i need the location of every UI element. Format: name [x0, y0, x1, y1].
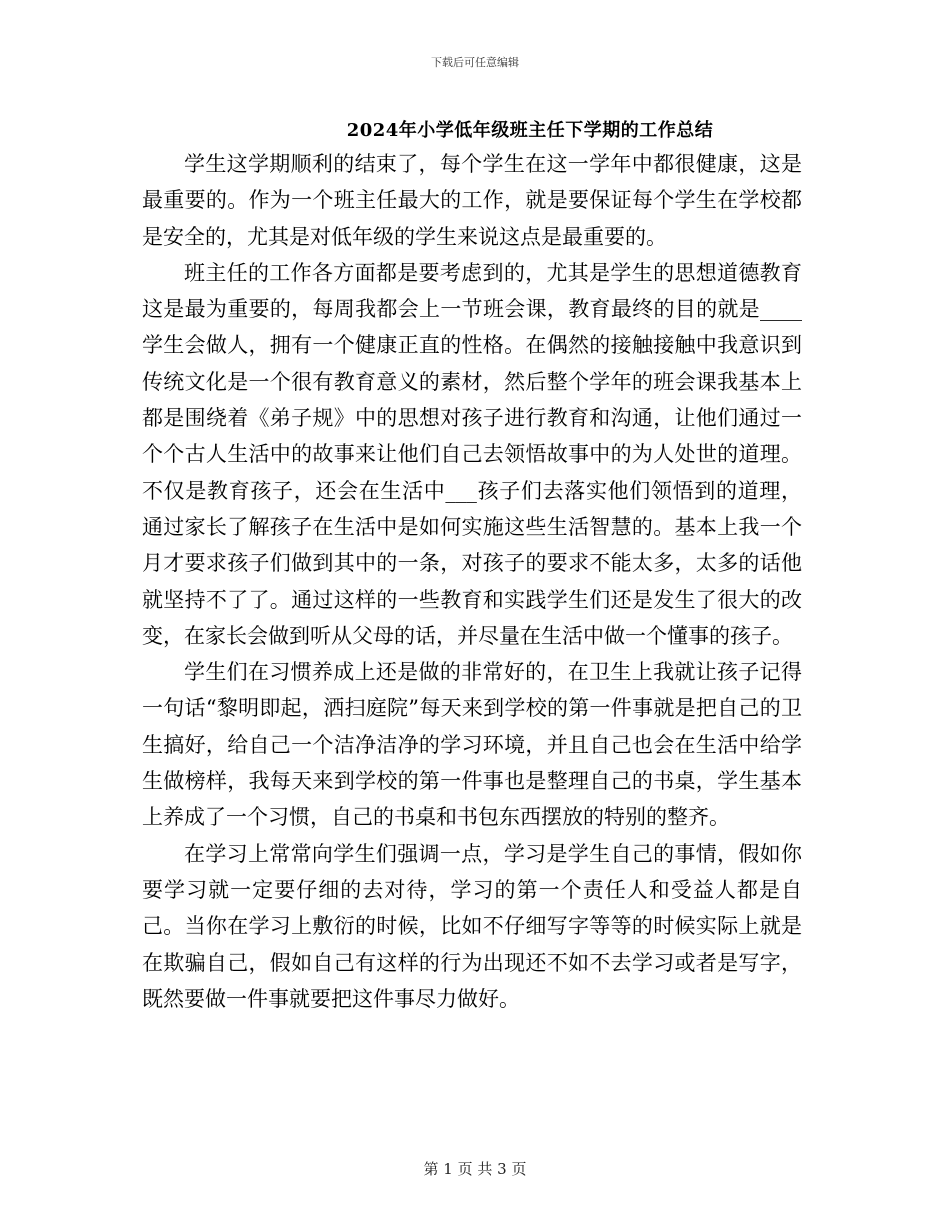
- paragraph-3: 学生们在习惯养成上还是做的非常好的，在卫生上我就让孩子记得一句话“黎明即起，洒扫庭院”每天来到学校的第一件事就是把自己的卫生搞好，给自己一个洁净洁净的学习环境，并且自己也会在生活中给学生做榜样，我每天来到学校的第一件事也是整理自己的书桌，学生基本上养成了一个习惯，自己的书桌和书包东西摆放的特别的整齐。: [142, 660, 802, 830]
- document-body: [142, 146, 802, 1017]
- paragraph-2: 班主任的工作各方面都是要考虑到的，尤其是学生的思想道德教育这是最为重要的，每周我都会上一节班会课，教育最终的目的就是____学生会做人，拥有一个健康正直的性格。在偶然的接触接触中我意识到传统文化是一个很有教育意义的素材，然后整个学年的班会课我基本上都是围绕着《弟子规》中的思想对孩子进行教育和沟通，让他们通过一个个古人生活中的故事来让他们自己去领悟故事中的为人处世的道理。不仅是教育孩子，还会在生活中___孩子们去落实他们领悟到的道理，通过家长了解孩子在生活中是如何实施这些生活智慧的。基本上我一个月才要求孩子们做到其中的一条，对孩子的要求不能太多，太多的话他就坚持不了了。通过这样的一些教育和实践学生们还是发生了很大的改变，在家长会做到听从父母的话，并尽量在生活中做一个懂事的孩子。: [142, 260, 802, 648]
- download-note: 下载后可任意编辑: [431, 56, 519, 69]
- page-number: 第 1 页 共 3 页: [423, 1160, 527, 1178]
- paragraph-4: 在学习上常常向学生们强调一点，学习是学生自己的事情，假如你要学习就一定要仔细的去对待，学习的第一个责任人和受益人都是自己。当你在学习上敷衍的时候，比如不仔细写字等等的时候实际上就是在欺骗自己，假如自己有这样的行为出现还不如不去学习或者是写字，既然要做一件事就要把这件事尽力做好。: [142, 841, 802, 1011]
- document-title: 2024年小学低年级班主任下学期的工作总结: [346, 120, 714, 141]
- paragraph-1: 学生这学期顺利的结束了，每个学生在这一学年中都很健康，这是最重要的。作为一个班主任最大的工作，就是要保证每个学生在学校都是安全的，尤其是对低年级的学生来说这点是最重要的。: [142, 152, 802, 249]
